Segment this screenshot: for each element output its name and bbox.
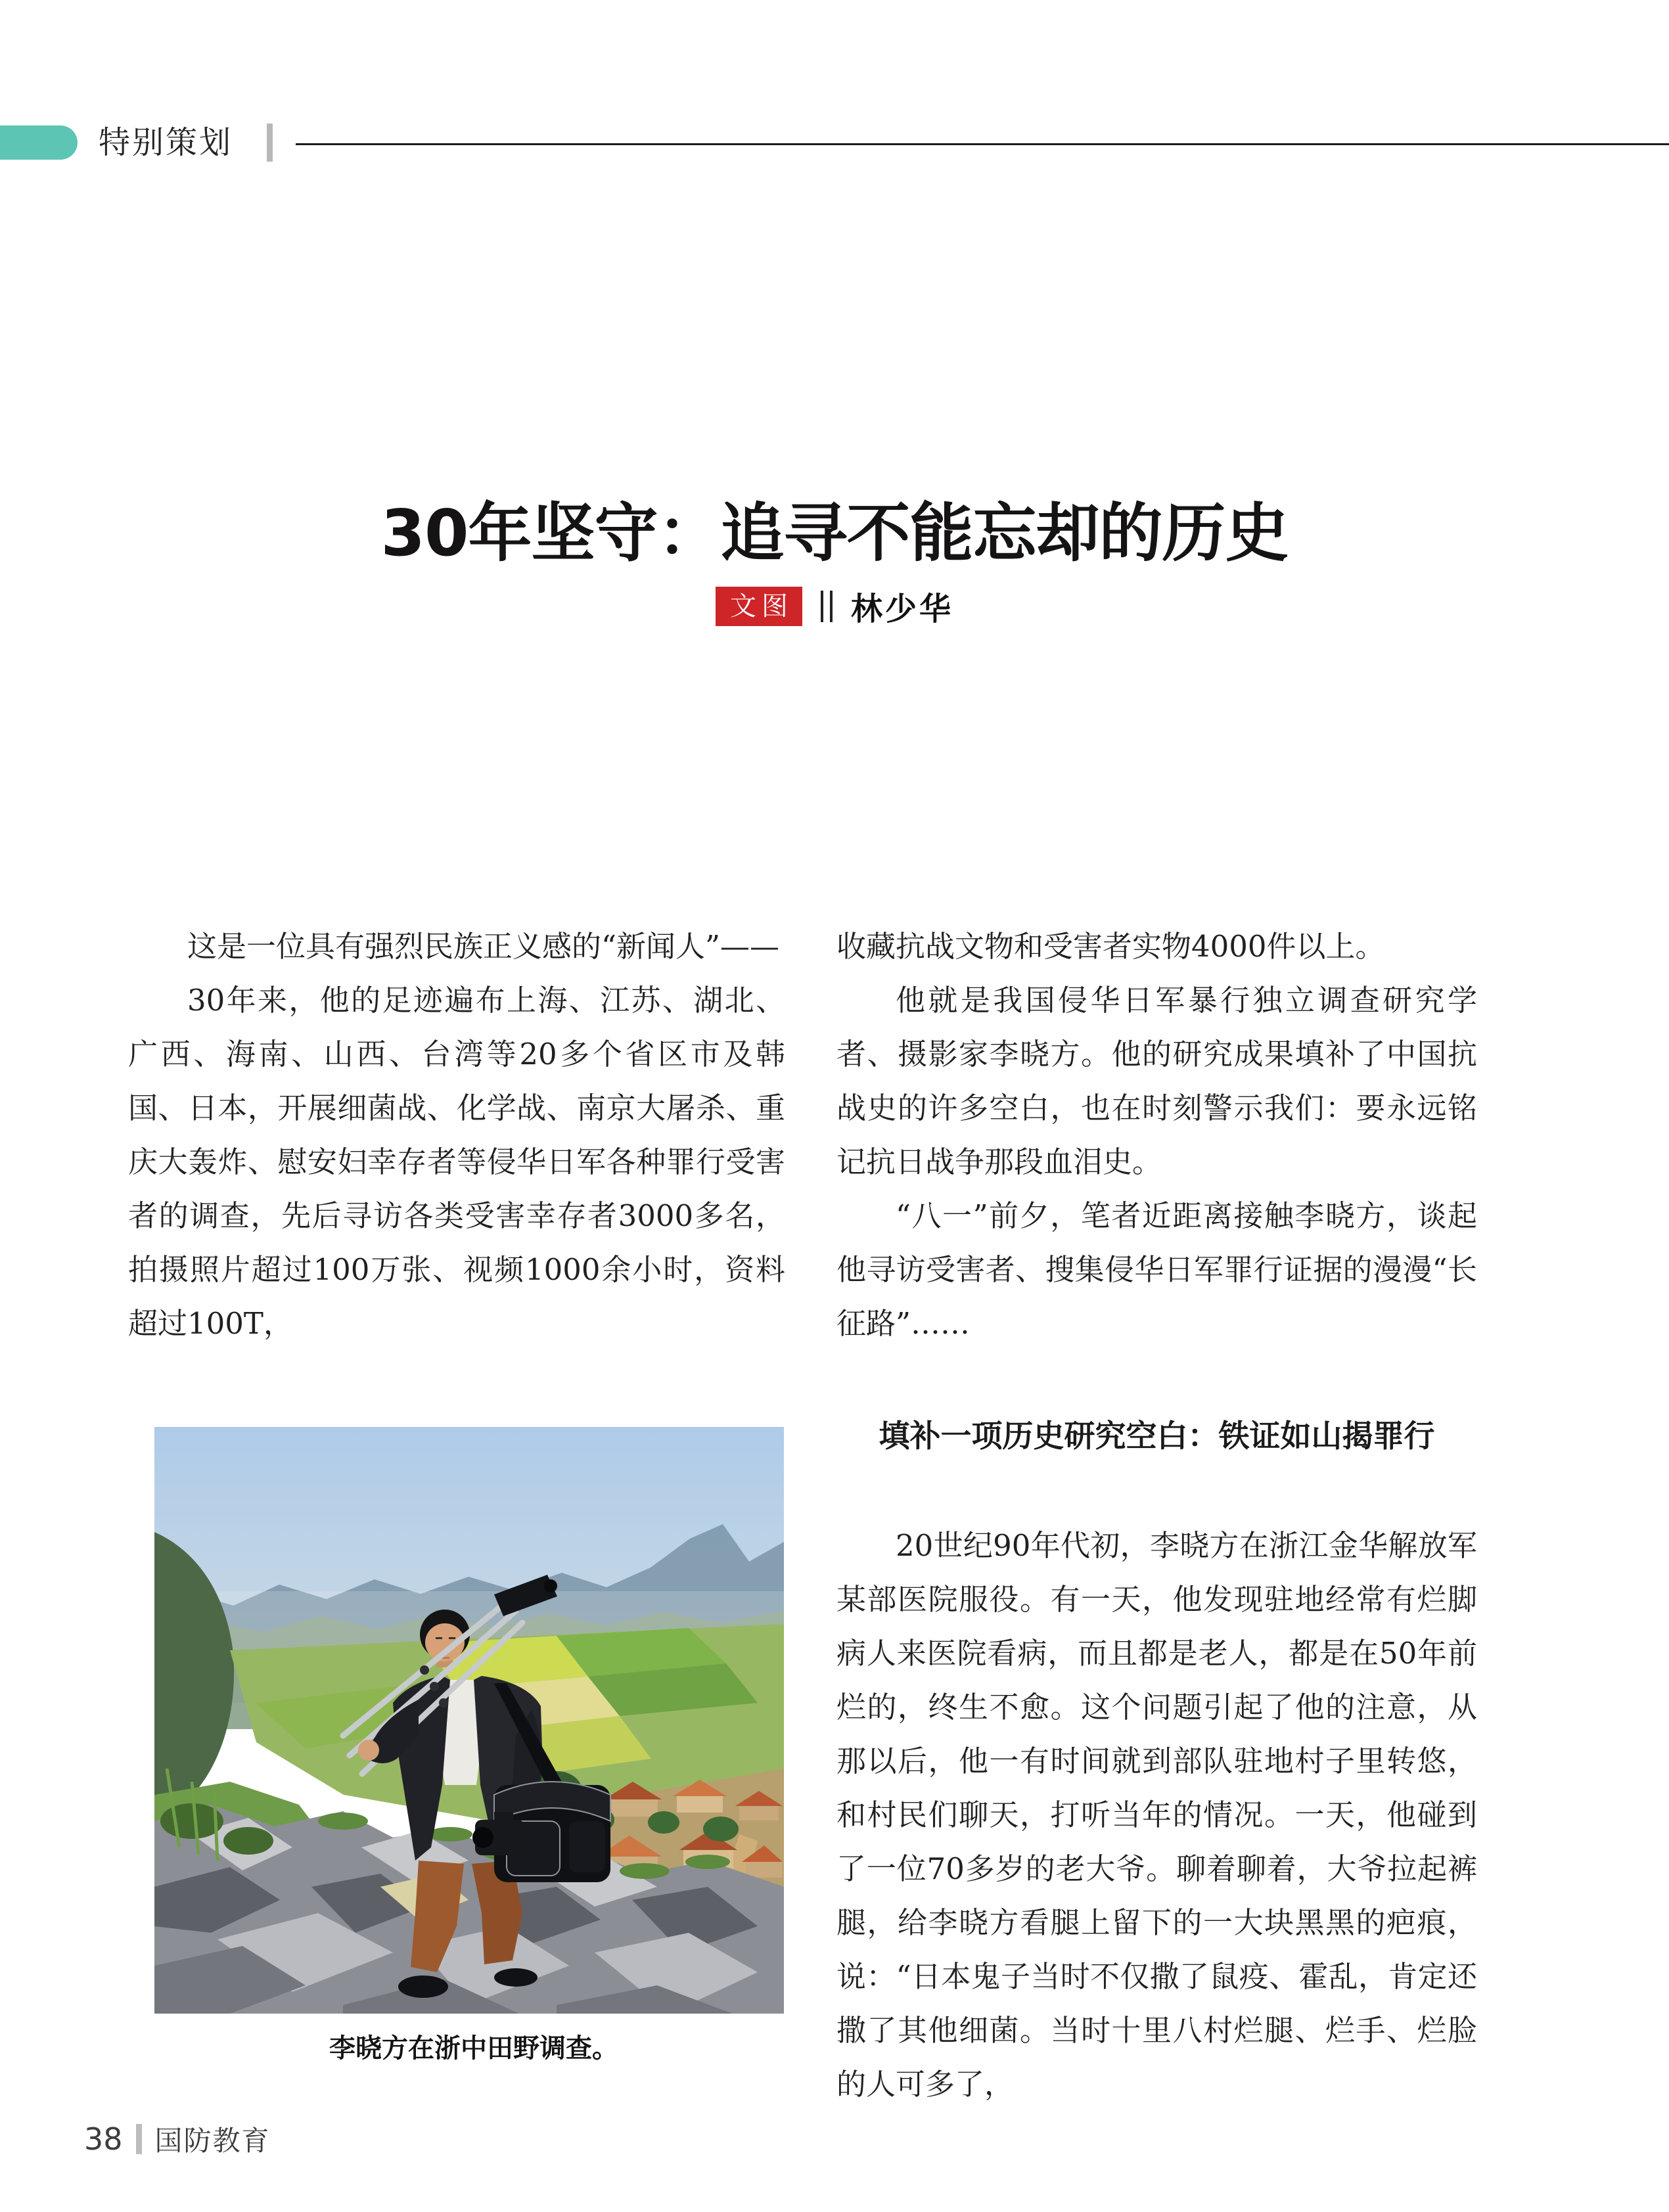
double-vertical-bar-icon — [821, 591, 833, 622]
vertical-bar-icon — [267, 124, 273, 162]
header-rule — [296, 143, 1669, 145]
section-label: 特别策划 — [99, 124, 233, 161]
section-heading: 填补一项历史研究空白：铁证如山揭罪行 — [879, 1418, 1435, 1455]
paragraph: 30年来，他的足迹遍布上海、江苏、湖北、广西、海南、山西、台湾等20多个省区市及韩国、日本，开展细菌战、化学战、南京大屠杀、重庆大轰炸、慰安妇幸存者等侵华日军各种罪行受害者的调查，先后寻访各类受害幸存者3000多名，拍摄照片超过100万张、视频1000余小时，资料超过100T， — [128, 983, 785, 1341]
section-body — [836, 1519, 1477, 2111]
byline-author: 林少华 — [850, 591, 953, 627]
teal-accent-tab — [0, 125, 78, 160]
article-title: 30年坚守：追寻不能忘却的历史 — [380, 495, 1289, 570]
lead-paragraphs — [836, 920, 1477, 1351]
paragraph: “八一”前夕，笔者近距离接触李晓方，谈起他寻访受害者、搜集侵华日军罪行证据的漫漫“长征路”…… — [836, 1198, 1477, 1341]
byline-badge: 文图 — [716, 587, 802, 626]
paragraph: 这是一位具有强烈民族正义感的“新闻人”—— — [187, 929, 780, 964]
paragraph: 收藏抗战文物和受害者实物4000件以上。 — [836, 929, 1385, 964]
photo-caption: 李晓方在浙中田野调查。 — [329, 2033, 618, 2064]
survey-photo-illustration — [154, 1427, 784, 2014]
byline — [0, 583, 1669, 629]
magazine-title: 国防教育 — [154, 2125, 271, 2157]
vertical-bar-icon — [136, 2124, 142, 2154]
left-column — [128, 920, 785, 1351]
paragraph: 20世纪90年代初，李晓方在浙江金华解放军某部医院服役。有一天，他发现驻地经常有烂脚病人来医院看病，而且都是老人，都是在50年前烂的，终生不愈。这个问题引起了他的注意，从那以后，他一有时间就到部队驻地村子里转悠，和村民们聊天，打听当年的情况。一天，他碰到了一位70多岁的老大爷。聊着聊着，大爷拉起裤腿，给李晓方看腿上留下的一大块黑黑的疤痕，说：“日本鬼子当时不仅撒了鼠疫、霍乱，肯定还撒了其他细菌。当时十里八村烂腿、烂手、烂脸的人可多了， — [836, 1528, 1477, 2102]
paragraph: 他就是我国侵华日军暴行独立调查研究学者、摄影家李晓方。他的研究成果填补了中国抗战史的许多空白，也在时刻警示我们：要永远铭记抗日战争那段血泪史。 — [836, 983, 1477, 1179]
field-survey-photo — [154, 1427, 784, 2014]
footer — [84, 2119, 271, 2159]
page-number: 38 — [84, 2121, 123, 2157]
